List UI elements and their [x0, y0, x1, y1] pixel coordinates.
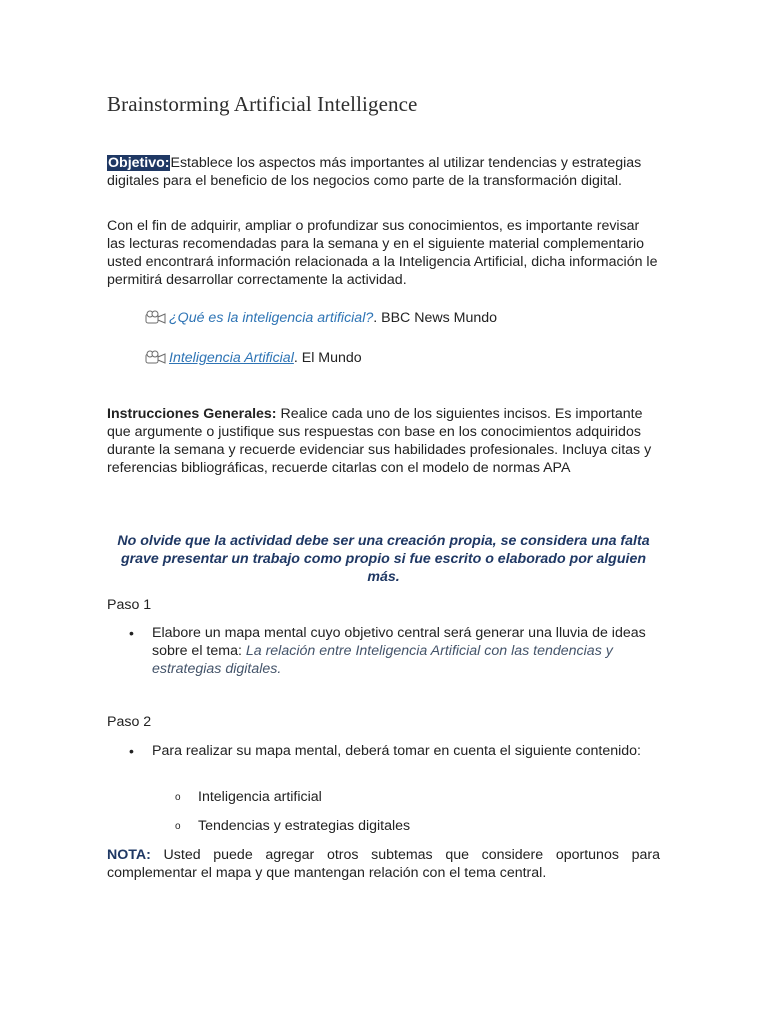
reference-source-bbc: . BBC News Mundo [373, 310, 498, 326]
video-icon [145, 350, 167, 366]
instrucciones-text: Realice cada uno de los siguientes incisos. Es importante que argumente o justifique sus respuestas con base en los conocimientos adquiridos durante la semana y recuerde evidenciar sus habilidades profesionales. Incluya citas y referencias bibliográficas, recuerde citarlas con el modelo de normas APA [107, 406, 652, 476]
objetivo-text: Establece los aspectos más importantes al utilizar tendencias y estrategias digitales para el beneficio de los negocios como parte de la transformación digital. [107, 155, 642, 189]
paso1-bullet-text: Elabore un mapa mental cuyo objetivo central será generar una lluvia de ideas sobre el tema: [152, 625, 646, 659]
paso1-topic: La relación entre Inteligencia Artificial con las tendencias y estrategias digitales. [152, 643, 613, 677]
document-page [107, 0, 660, 1024]
paso2-subitem-text: Tendencias y estrategias digitales [198, 818, 411, 834]
circle-bullet-icon: o [175, 821, 181, 832]
paso2-subitem-text: Inteligencia artificial [198, 789, 322, 805]
reference-source-elmundo: . El Mundo [293, 350, 362, 366]
instrucciones-paragraph [107, 405, 660, 477]
circle-bullet-icon: o [175, 792, 181, 803]
paso2-bullet-text: Para realizar su mapa mental, deberá tomar en cuenta el siguiente contenido: [152, 743, 641, 759]
reference-item-bbc[interactable] [145, 309, 497, 327]
intro-paragraph: Con el fin de adquirir, ampliar o profundizar sus conocimientos, es importante revisar las lecturas recomendadas para la semana y en el siguiente material complementario usted encontrará información relacionada a la Inteligencia Artificial, dicha información le permitirá desarrollar correctamente la actividad. [107, 218, 658, 288]
paso2-heading: Paso 2 [107, 714, 152, 730]
reference-link-bbc[interactable]: ¿Qué es la inteligencia artificial? [169, 310, 374, 326]
reference-item-elmundo[interactable] [145, 349, 362, 367]
paso1-heading: Paso 1 [107, 597, 152, 613]
instrucciones-label: Instrucciones Generales: [107, 406, 277, 422]
nota-label: NOTA: [107, 847, 151, 863]
objetivo-label: Objetivo: [108, 155, 170, 171]
bullet-icon: • [129, 743, 134, 759]
nota-paragraph [107, 846, 660, 882]
nota-text: Usted puede agregar otros subtemas que considere oportunos para complementar el mapa y que mantengan relación con el tema central. [107, 847, 660, 881]
reference-link-elmundo[interactable]: Inteligencia Artificial [169, 350, 294, 366]
warning-notice: No olvide que la actividad debe ser una creación propia, se considera una falta grave presentar un trabajo como propio si fue escrito o elaborado por alguien más. [117, 533, 650, 585]
objetivo-paragraph [107, 154, 660, 190]
paso1-bullet-content [152, 624, 660, 678]
page-title: Brainstorming Artificial Intelligence [107, 92, 418, 116]
video-icon [145, 310, 167, 326]
bullet-icon: • [129, 625, 134, 641]
